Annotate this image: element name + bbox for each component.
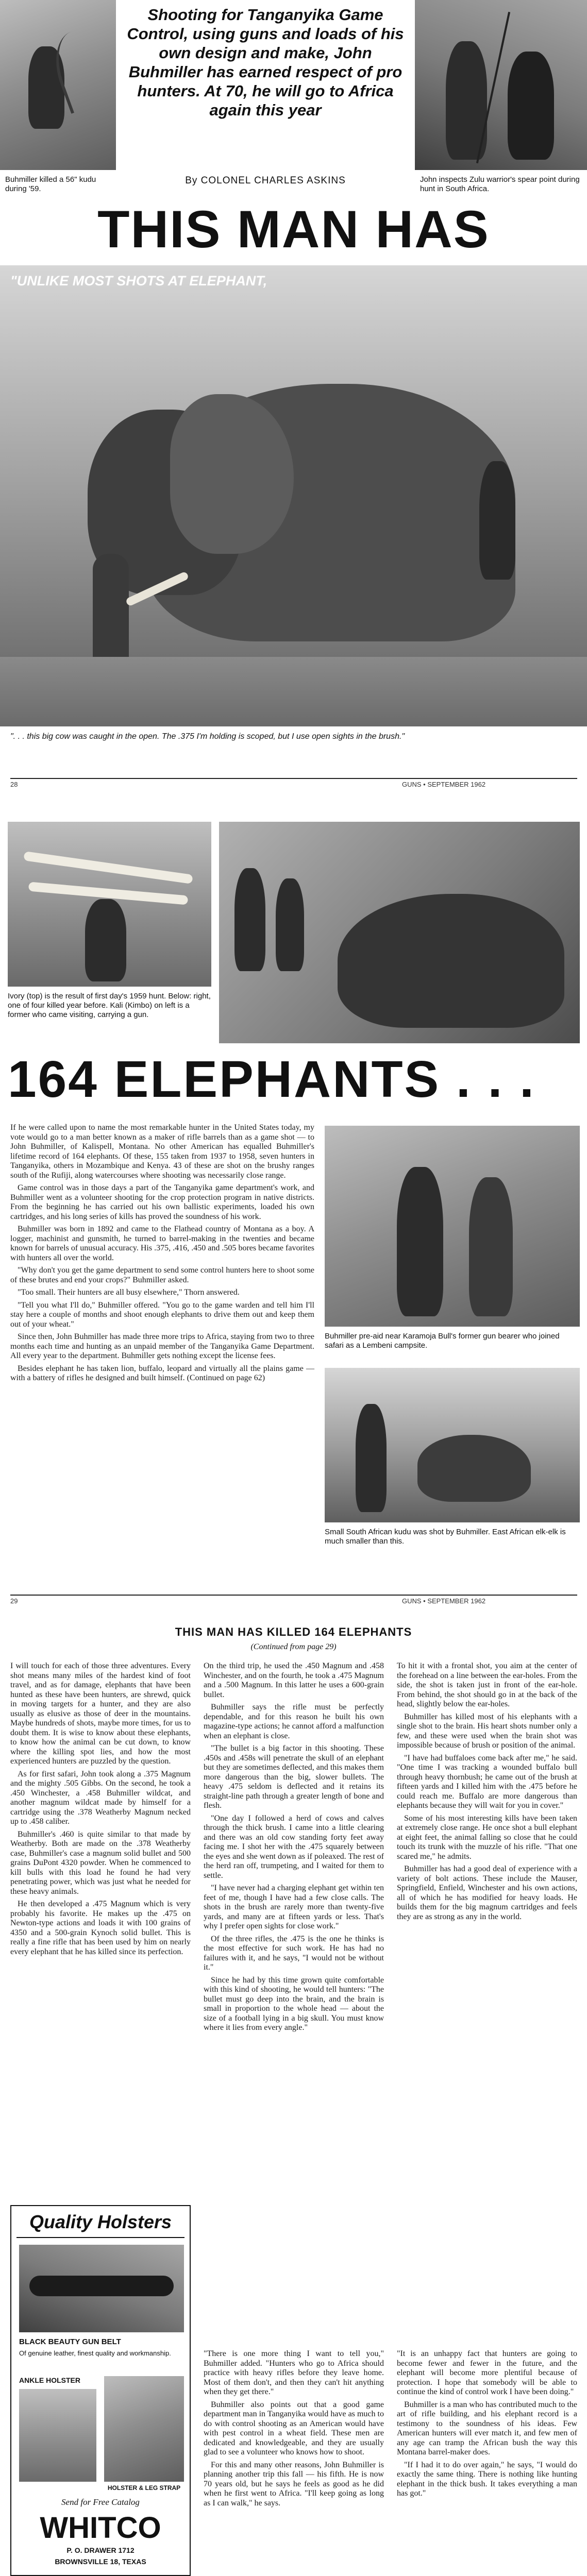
paragraph: Besides elephant he has taken lion, buffalo, leopard and virtually all the plains game — with a battery of rifles he designed and built himself. (Continued on page 62) [10,1364,314,1382]
paragraph: Buhmiller is a man who has contributed much to the art of rifle building, and his elephant record is a testimony to the soundness of his ideas. Few American hunters will ever match it, and few men of any age can tramp the African bush the way this Montana barrel-maker does. [397,2400,577,2456]
hunter-2 [234,868,265,971]
ad-city: BROWNSVILLE 18, TEXAS [55,2557,146,2566]
ad-line-1: BLACK BEAUTY GUN BELT [19,2337,121,2346]
paragraph: "If I had it to do over again," he says, "I would do exactly the same thing. There is nothing like hunting elephant in the thick bush. It takes everything a man has got." [397,2460,577,2498]
hunter-4 [356,1404,387,1512]
ground [0,657,587,726]
elephant-photo [0,265,587,726]
caption-ivory: Ivory (top) is the result of first day's 1959 hunt. Below: right, one of four killed year before. Kali (Kimbo) on left is a former who came visiting, carrying a gun. [8,992,211,1019]
paragraph: "The bullet is a big factor in this shooting. These .450s and .458s will penetrate the skull of an elephant but they are sometimes deflected, and this makes them more dangerous than the big, slower bullets. The heavy .475 seldom is deflected and it retains its straight-line path through a greater length of bone and flesh. [204,1744,384,1810]
folio: GUNS • SEPTEMBER 1962 [402,781,486,788]
ankle-label: ANKLE HOLSTER [19,2376,80,2384]
fallen-elephant-photo [219,822,580,1043]
holster-label: HOLSTER & LEG STRAP [107,2484,181,2492]
ad-rule [16,2237,185,2238]
paragraph: To hit it with a frontal shot, you aim at the center of the forehead on a line between the ear-holes. From the side, the shot is taken just in front of the ear-hole. From behind, the shot should go in at the back of the head, slightly below the ear-holes. [397,1662,577,1708]
paragraph: I will touch for each of those three adventures. Every shot means many miles of the hardest kind of foot travel, and as for damage, elephants that have been hunted as these have been hunters, are shrewd, quick in moving targets for a hunter, and they are also usually as elusive as those of deer in the mountains. Maybe hundreds of shots, maybe more times, for us to doubt them. It is wise to know about these elephants, to know how the animal can be cut down, to know where the killing spot lies, and how the most experienced hunters are puzzled by the question. [10,1662,191,1766]
caption-kudu: Buhmiller killed a 56" kudu during '59. [5,175,96,193]
folio: GUNS • SEPTEMBER 1962 [402,1597,486,1605]
paragraph: Game control was in those days a part of the Tanganyika game department's work, and Buhmiller went as a volunteer shooting for the crop protection program in native districts. From the beginning he has carried out his own ballistic experiments, loaded his own cartridges, and his long series of kills has proved the soundness of his work. [10,1183,314,1221]
column-1 [10,1662,191,1960]
column-3b [397,2349,577,2502]
hunter-3 [276,878,304,971]
paragraph: "It is an unhappy fact that hunters are going to become fewer and fewer in the future, and the elephant will become more plentiful because of protection. I hope that somebody will be able to continue the kind of control work I have been doing." [397,2349,577,2396]
article-deck: Shooting for Tanganyika Game Control, using guns and loads of his own design and make, John Buhmiller has earned respect of pro hunters. At 70, he will go to Africa again this year [127,6,404,119]
paragraph: Buhmiller has killed most of his elephants with a single shot to the brain. His heart shots number only a few, and these were used when the brain shot was impossible because of brush or position of the animal. [397,1712,577,1750]
page-3 [0,1618,587,2576]
ad-line-2: Of genuine leather, finest quality and workmanship. [19,2349,171,2357]
paragraph: "Why don't you get the game department to send some control hunters here to shoot some of these brutes and end your crops?" Buhmiller asked. [10,1266,314,1284]
ivory-photo [8,822,211,987]
caption-karamoja: Buhmiller pre-aid near Karamoja Bull's former gun bearer who joined safari as a Lembeni campsite. [325,1332,560,1350]
caption-zulu: John inspects Zulu warrior's spear point during hunt in South Africa. [420,175,580,193]
fallen-elephant [338,894,564,1028]
ankle-holster-image [19,2389,96,2482]
headline-2: 164 ELEPHANTS . . . [8,1050,535,1108]
hunter-by-elephant [479,461,515,580]
ad-address: P. O. DRAWER 1712 [66,2546,135,2554]
paragraph: "Too small. Their hunters are all busy elsewhere," Thorn answered. [18,1288,240,1297]
paragraph: Since then, John Buhmiller has made three more trips to Africa, staying from two to three months each time and hunting as an unpaid member of the Tanganyika Game Department. All every year to the department. Buhmiller gets nothing except the license fees. [10,1332,314,1360]
paragraph: "One day I followed a herd of cows and calves through the thick brush. I came into a little clearing and there was an old cow standing forty feet away facing me. I shot her with the .475 squarely between the eyes and she went down as if poleaxed. The rest of the herd ran off, trumpeting, and I waited for them to settle. [204,1814,384,1880]
buhmiller-2 [469,1177,513,1316]
paragraph: For this and many other reasons, John Buhmiller is planning another trip this fall — his fifth. He is now 70 years old, but he says he feels as good as he did when he first went to Africa. "I'll keep going as long as I can walk," he says. [204,2460,384,2507]
kudu-photo [0,0,116,170]
page-1 [0,0,587,814]
paragraph: Buhmiller says the rifle must be perfectly dependable, and for this reason he built his own magazine-type actions; he cannot afford a malfunction when an elephant is close. [204,1703,384,1740]
paragraph: Buhmiller also points out that a good game department man in Tanganyika would have as much to do with control shooting as an American would have with pest control in a wheat field. These men are dedicated and knowledgeable, and they are usually glad to see a volunteer who knows how to shoot. [204,2400,384,2456]
page-number: 28 [10,781,18,788]
paragraph: Since he had by this time grown quite comfortable with this kind of shooting, he would tell hunters: "The bullet must go deep into the brain, and the brain is small in proportion to the whole head — about the size of a football lying in a big skull. You must know where it lies from every angle." [204,1975,384,2032]
continued-subheader: (Continued from page 29) [250,1642,337,1651]
page-2 [0,817,587,1613]
ad-brand: WHITCO [40,2511,161,2545]
paragraph: Buhmiller has had a good deal of experience with a variety of bolt actions. These include the Mauser, Springfield, Enfield, Winchester and his own actions, all of which he has modified for heavy loads. He builds them for the big magnum cartridges and feels they are as strong as any in the world. [397,1865,577,1921]
small-kudu-photo [325,1368,580,1522]
paragraph: If he were called upon to name the most remarkable hunter in the United States today, my vote would go to a man better known as a maker of rifle barrels than as a game shot — to John Buhmiller, of Kalispell, Montana. No other American has equalled Buhmiller's lifetime record of 164 elephants. Of these, 155 taken from 1937 to 1958, seven hunters in Tanganyika, others in Mozambique and Kenya. 43 of these are shot on the brushy ranges south of the Rufiji, along watercourses where shooting was necessarily close range. [10,1123,314,1180]
page-folio-2 [10,1595,577,1605]
page2-text [10,1123,314,1386]
elephant-photo-caption: ". . . this big cow was caught in the open. The .375 I'm holding is scoped, but I use open sights in the brush." [10,732,405,741]
gun-belt-image [19,2245,184,2332]
paragraph: "There is one more thing I want to tell you," Buhmiller added. "Hunters who go to Africa should practice with heavy rifles before they leave home. Most of them don't, and then they can't hit anything when they get there." [204,2349,384,2396]
page-number: 29 [10,1597,18,1605]
hunter-with-ivory [85,899,126,981]
paragraph: "Tell you what I'll do," Buhmiller offered. "You go to the game warden and tell him I'll stay here a couple of months and shoot enough elephants to drive them out and keep them out of your wheat." [10,1300,314,1329]
byline: By COLONEL CHARLES ASKINS [185,175,346,186]
page-folio-1 [10,778,577,788]
buhmiller-figure [508,52,554,160]
paragraph: As for first safari, John took along a .375 Magnum and the mighty .505 Gibbs. On the second, he took a .450 Winchester, a .458 Buhmiller wildcat, and another magnum wildcat made by himself for a cartridge using the .378 Weatherby Magnum necked up to .458 caliber. [10,1769,191,1826]
column-3 [397,1662,577,1925]
paragraph: "I have never had a charging elephant get within ten feet of me, though I have had a few close calls. The shots in the brush are rarely more than twenty-five yards, and many are at fifteen yards or less. That's why I prefer open sights for close work." [204,1884,384,1930]
karamoja-photo [325,1126,580,1327]
paragraph: Some of his most interesting kills have been taken at extremely close range. He once shot a bull elephant at eight feet, the animal falling so close that he could touch its trunk with the muzzle of his rifle. "That one scared me," he admits. [397,1814,577,1861]
paragraph: "I have had buffaloes come back after me," he said. "One time I was tracking a wounded buffalo bull through heavy thornbush; he came out of the brush at fifteen yards and I killed him with the .475 before he could reach me. Buffalo are more dangerous than elephants because they will wait for you in cover." [397,1753,577,1810]
photo-inset-text: "UNLIKE MOST SHOTS AT ELEPHANT, [10,273,267,289]
elephant-trunk [93,554,129,672]
gun-bearer [397,1167,443,1316]
animal [417,1435,531,1502]
caption-buffalo: Small South African kudu was shot by Buhmiller. East African elk-elk is much smaller than this. [325,1528,566,1546]
paragraph: He then developed a .475 Magnum which is very probably his favorite. He makes up the .475 on Newton-type actions and loads it with 100 grains of 4350 and a 500-grain Kynoch solid bullet. This is really a fine rifle that has been used by him on nearly every elephant that he has killed since its perfection. [10,1900,191,1956]
zulu-photo [415,0,587,170]
column-2 [204,1662,384,2036]
headline: THIS MAN HAS [97,200,490,259]
paragraph: Buhmiller's .460 is quite similar to that made by Weatherby. Both are made on the .378 Weatherby case, Buhmiller's case a magnum solid bullet and 500 grains DuPont 4320 powder. When he commenced to kill bulls with this load he found he had very penetrating power, which was just what he needed for these heavy animals. [10,1829,191,1896]
paragraph: Of the three rifles, the .475 is the one he thinks is the most effective for such work. He has had no failures with it, and he says, "I would not be without it." [204,1934,384,1972]
holster-ad [10,2205,191,2576]
leg-holster-image [104,2376,184,2482]
column-2b [204,2349,384,2511]
catalog-line[interactable]: Send for Free Catalog [61,2497,140,2507]
continued-header: THIS MAN HAS KILLED 164 ELEPHANTS [175,1625,412,1638]
ad-title: Quality Holsters [29,2211,172,2232]
paragraph: On the third trip, he used the .450 Magnum and .458 Winchester, and on the fourth, he took a .475 Magnum and a .500 Magnum. In this latter he uses a 600-grain bullet. [204,1662,384,1699]
belt [29,2276,174,2296]
tusk-1 [23,851,193,884]
paragraph: Buhmiller was born in 1892 and came to the Flathead country of Montana as a boy. A logger, machinist and gunsmith, he turned to barrel-making in the twenties and became known for barrels of unusual accuracy. His .375, .416, .450 and .505 bores became favorites with hunters all over the world. [10,1225,314,1262]
